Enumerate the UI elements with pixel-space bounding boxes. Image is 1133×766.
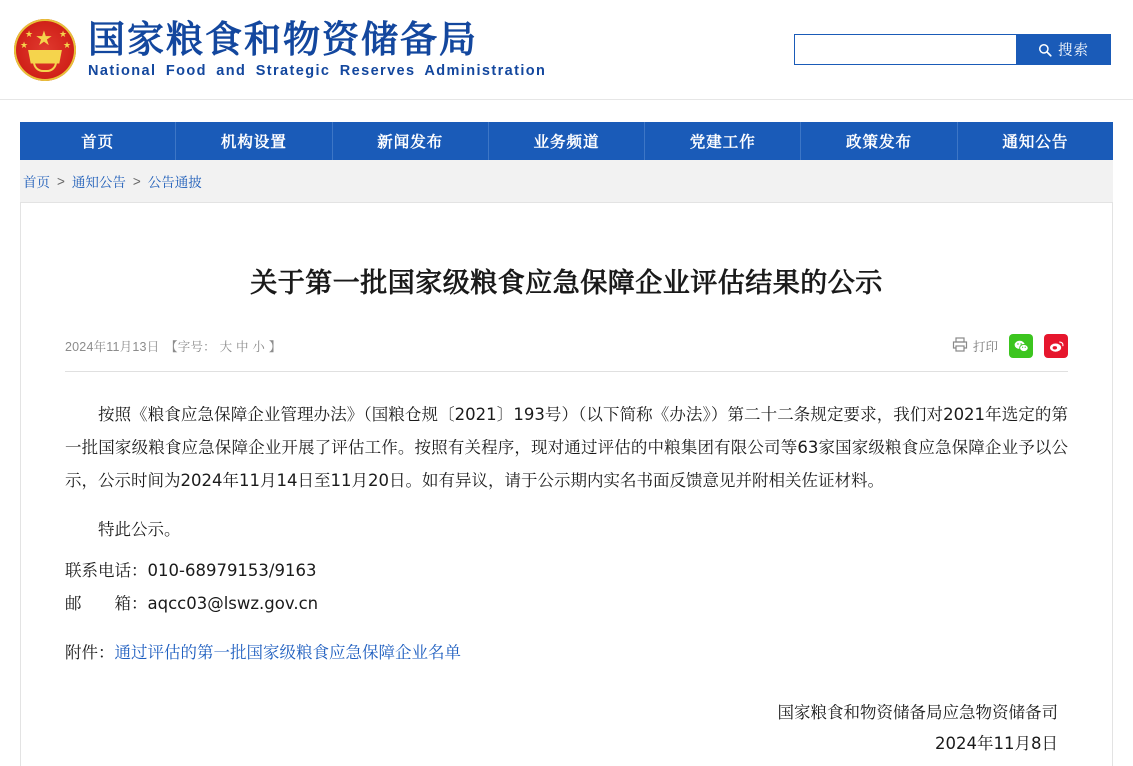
weibo-share-icon[interactable] bbox=[1044, 334, 1068, 358]
search-icon bbox=[1038, 43, 1052, 57]
emblem-star-4: ★ bbox=[63, 39, 72, 50]
nav-item-business[interactable]: 业务频道 bbox=[489, 122, 645, 160]
fontsize-close: 】 bbox=[268, 340, 282, 354]
emblem-gear bbox=[33, 62, 57, 72]
print-label: 打印 bbox=[972, 340, 998, 354]
breadcrumb-item-announcements[interactable]: 公告通披 bbox=[147, 175, 202, 190]
breadcrumb bbox=[20, 160, 1113, 202]
nav-item-news[interactable]: 新闻发布 bbox=[333, 122, 489, 160]
nav-item-party[interactable]: 党建工作 bbox=[645, 122, 801, 160]
attachment-line bbox=[65, 636, 1068, 669]
article-signature bbox=[65, 697, 1068, 760]
printer-icon bbox=[952, 337, 968, 355]
contact-phone-line bbox=[65, 554, 1068, 587]
page-title: 关于第一批国家级粮食应急保障企业评估结果的公示 bbox=[250, 268, 883, 299]
search-input[interactable] bbox=[794, 34, 1016, 65]
signature-org: 国家粮食和物资储备局应急物资储备司 bbox=[777, 703, 1058, 722]
contact-email-line bbox=[65, 587, 1068, 620]
attachment-label: 附件： bbox=[65, 643, 115, 662]
contact-email-value: aqcc03@lswz.gov.cn bbox=[147, 594, 319, 613]
site-header bbox=[0, 0, 1133, 100]
breadcrumb-separator-2: > bbox=[132, 173, 141, 189]
article-meta-left bbox=[65, 337, 281, 355]
national-emblem-icon bbox=[14, 19, 76, 81]
nav-item-notices[interactable]: 通知公告 bbox=[1002, 134, 1069, 151]
search-button-label: 搜索 bbox=[1058, 43, 1089, 59]
fontsize-small[interactable]: 小 bbox=[252, 340, 266, 354]
fontsize-medium[interactable]: 中 bbox=[235, 340, 249, 354]
site-title-en: National Food and Strategic Reserves Administration bbox=[88, 63, 547, 80]
article-body bbox=[65, 398, 1068, 669]
fontsize-large[interactable]: 大 bbox=[219, 340, 233, 354]
site-title-cn: 国家粮食和物资储备局 bbox=[88, 17, 478, 61]
breadcrumb-item-notices[interactable]: 通知公告 bbox=[71, 175, 126, 190]
emblem-star-main: ★ bbox=[35, 27, 53, 50]
main-nav bbox=[20, 122, 1113, 160]
site-title-block bbox=[88, 17, 547, 80]
contact-phone-value: 010-68979153/9163 bbox=[147, 561, 317, 580]
nav-item-policy[interactable]: 政策发布 bbox=[801, 122, 957, 160]
contact-phone-label: 联系电话： bbox=[65, 561, 148, 580]
contact-email-label: 邮 箱： bbox=[65, 594, 148, 613]
nav-item-organization[interactable]: 机构设置 bbox=[176, 122, 332, 160]
article-meta-row bbox=[65, 334, 1068, 372]
article-card bbox=[20, 202, 1113, 766]
wechat-share-icon[interactable] bbox=[1009, 334, 1033, 358]
breadcrumb-item-home[interactable]: 首页 bbox=[23, 175, 50, 190]
article-paragraph-2: 特此公示。 bbox=[98, 520, 181, 539]
emblem-star-2: ★ bbox=[20, 39, 29, 50]
fontsize-label: 【字号： bbox=[165, 340, 216, 354]
search-box bbox=[794, 34, 1111, 65]
search-button[interactable] bbox=[1016, 34, 1111, 65]
emblem-star-3: ★ bbox=[59, 28, 68, 39]
breadcrumb-separator-1: > bbox=[57, 173, 65, 189]
article-date: 2024年11月13日 bbox=[65, 340, 160, 354]
attachment-link[interactable]: 通过评估的第一批国家级粮食应急保障企业名单 bbox=[114, 643, 461, 662]
emblem-star-1: ★ bbox=[25, 28, 34, 39]
signature-date: 2024年11月8日 bbox=[935, 734, 1058, 754]
nav-item-home[interactable]: 首页 bbox=[20, 122, 176, 160]
print-button[interactable] bbox=[952, 337, 998, 355]
article-meta-right bbox=[952, 334, 1068, 358]
article-paragraph-1: 按照《粮食应急保障企业管理办法》（国粮仓规〔2021〕193号）（以下简称《办法》）第二十二条规定要求，我们对2021年选定的第一批国家级粮食应急保障企业开展了评估工作。按照有关程序，现对通过评估的中粮集团有限公司等63家国家级粮食应急保障企业予以公示，公示时间为2024年11月14日至11月20日。如有异议，请于公示期内实名书面反馈意见并附相关佐证材料。 bbox=[65, 405, 1068, 490]
